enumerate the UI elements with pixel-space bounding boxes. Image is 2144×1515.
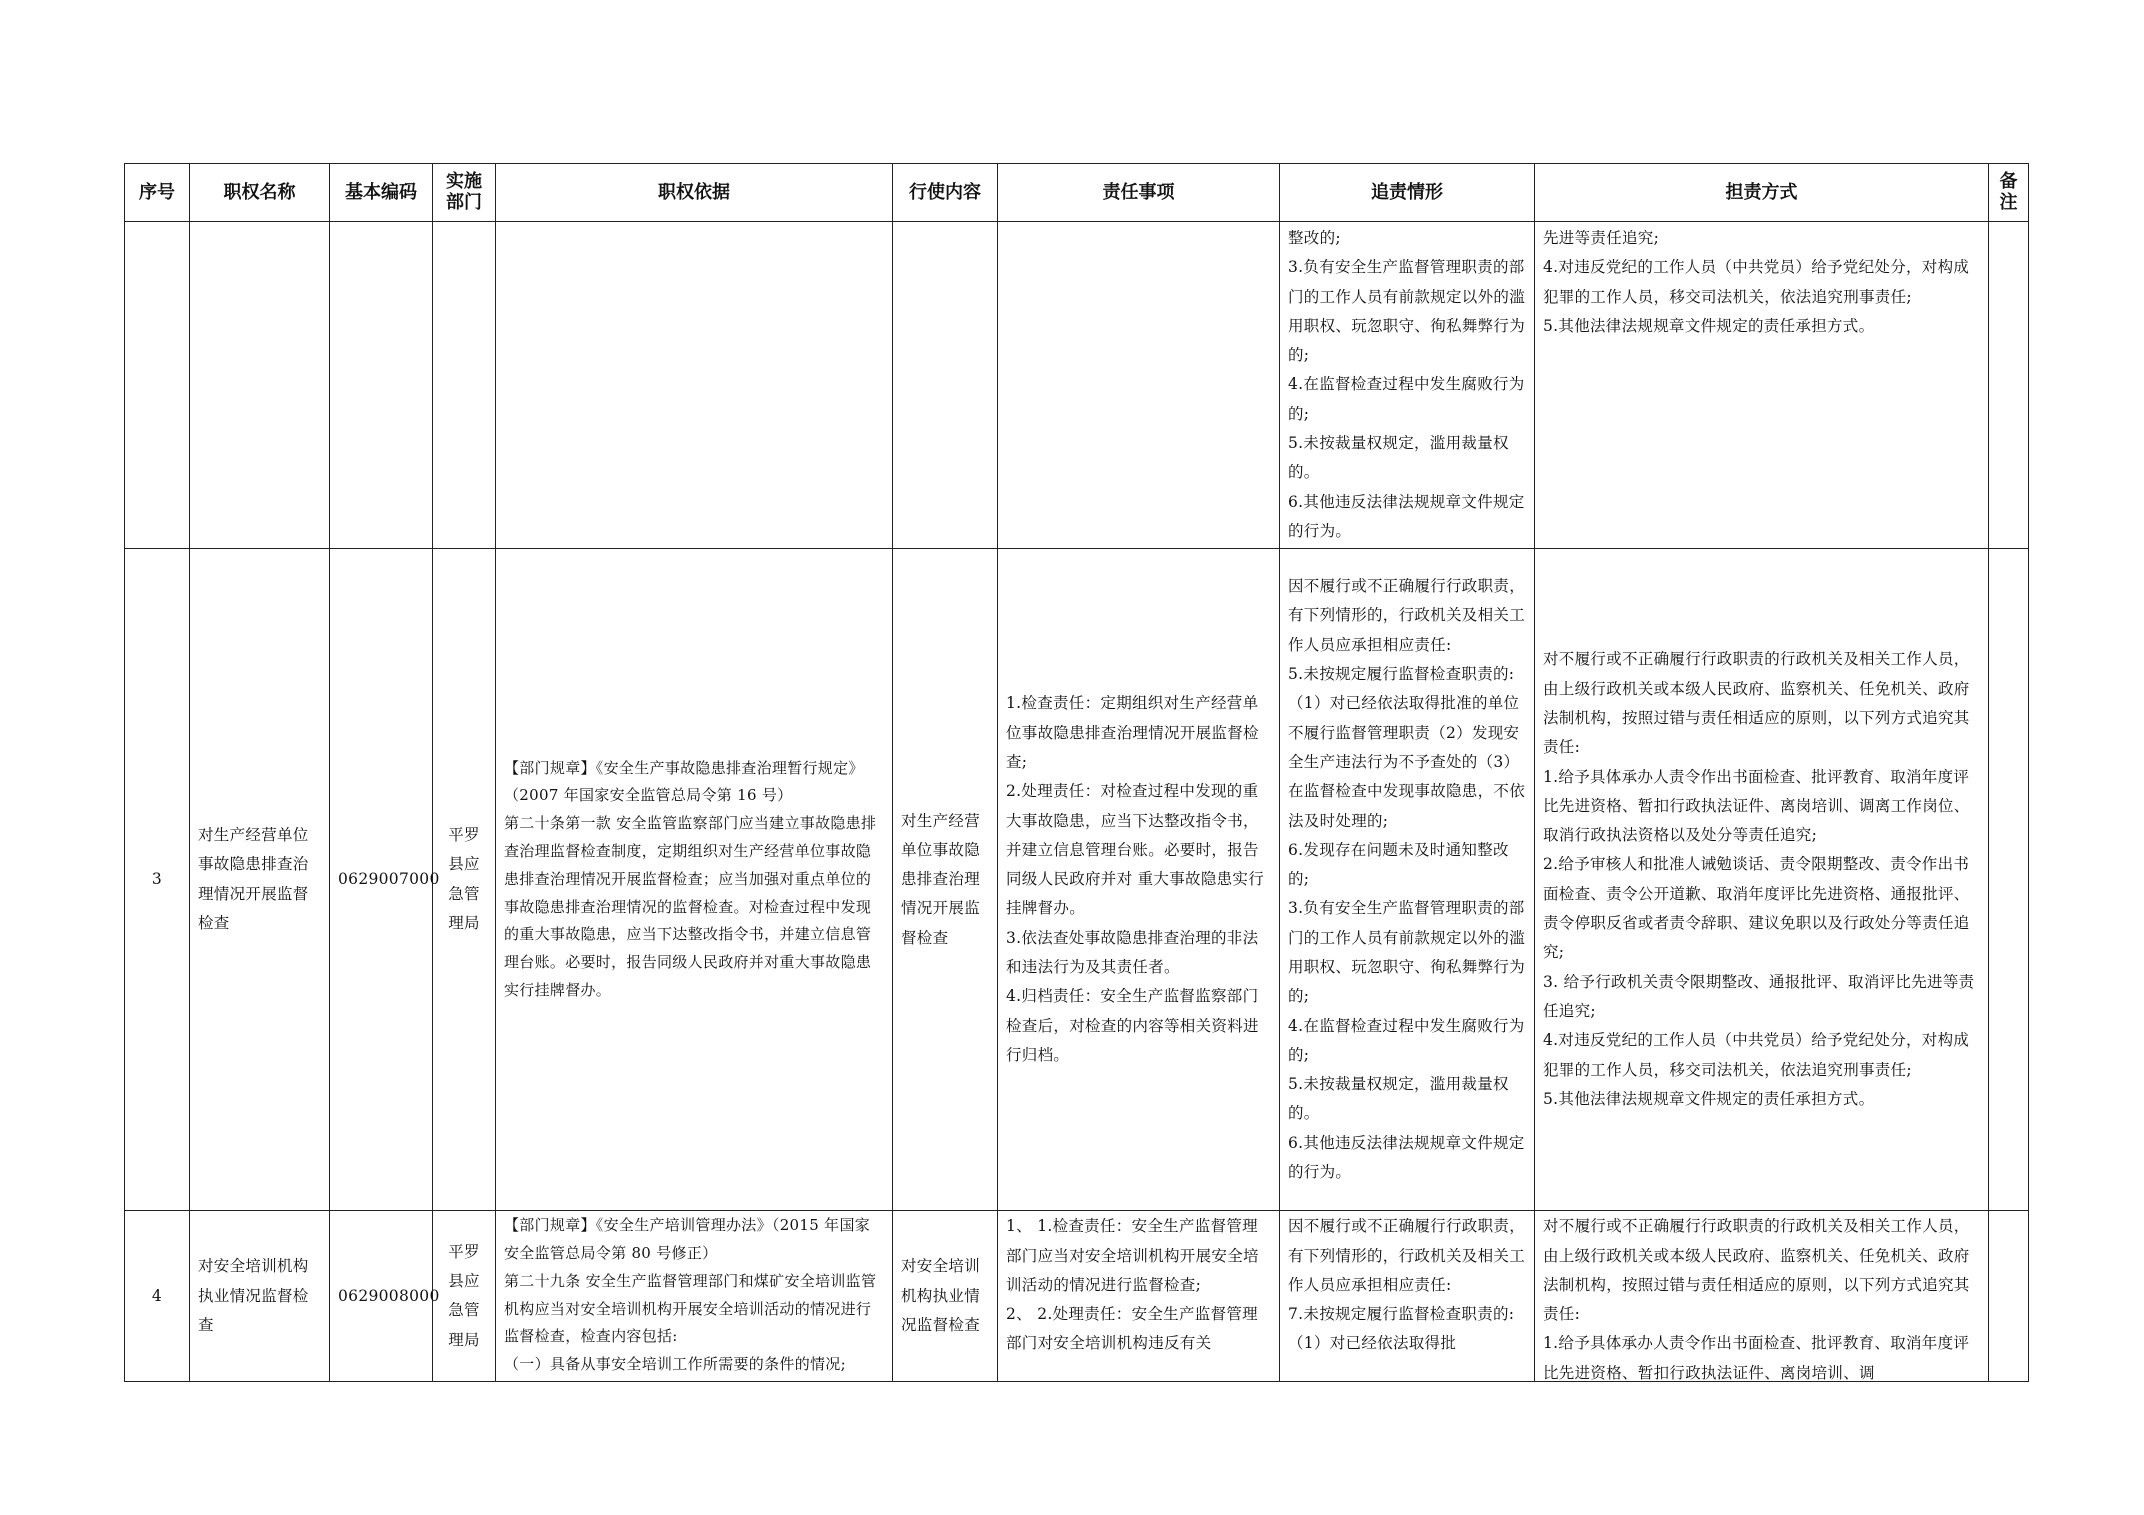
cell-name <box>190 549 330 1211</box>
method-clip <box>1535 1211 1988 1381</box>
row-duty <box>998 383 1279 387</box>
cell-duty <box>998 222 1280 549</box>
row-method: 对不履行或不正确履行行政职责的行政机关及相关工作人员，由上级行政机关或本级人民政府、监察机关、任免机关、政府法制机构，按照过错与责任相适应的原则，以下列方式追究其责任: 1.给予具体承办人责令作出书面检查、批评教育、取消年度评比先进资格、暂扣行政执法证件、离岗培训、调 <box>1543 1217 1970 1382</box>
row-name: 对安全培训机构执业情况监督检查 <box>198 1257 309 1334</box>
basis-clip <box>496 1211 892 1381</box>
cell-content <box>893 222 998 549</box>
header-note <box>1989 164 2029 222</box>
table-row <box>125 549 2029 1211</box>
account-clip <box>1280 1211 1534 1381</box>
header-dept-label: 实施 部门 <box>446 171 482 213</box>
cell-seq <box>125 222 190 549</box>
row-seq: 3 <box>151 870 163 889</box>
cell-basis <box>496 222 893 549</box>
cell-account <box>1280 1211 1535 1382</box>
row-dept <box>433 383 495 387</box>
table-row <box>125 1211 2029 1382</box>
row-basis <box>496 383 892 387</box>
cell-name <box>190 222 330 549</box>
cell-note <box>1989 549 2029 1211</box>
row-note <box>1989 1294 2028 1298</box>
cell-note <box>1989 222 2029 549</box>
row-basis: 【部门规章】《安全生产事故隐患排查治理暂行规定》（2007 年国家安全监管总局令第 16 号） 第二十条第一款 安全监管监察部门应当建立事故隐患排查治理监督检查制度，定期组织对生产经营单位事故隐患排查治理情况开展监督检查；应当加强对重点单位的事故隐患排查治理情况的监督检查。对检查过程中发现的重大事故隐患，应当下达整改指令书，并建立信息管理台账。必要时，报告同级人民政府并对重大事故隐患实行挂牌督办。 <box>504 758 877 1000</box>
cell-duty <box>998 1211 1280 1382</box>
cell-content <box>893 1211 998 1382</box>
row-content: 对安全培训机构执业情况监督检查 <box>901 1257 981 1334</box>
cell-dept <box>433 1211 496 1382</box>
row-dept: 平罗县应急管理局 <box>448 826 480 933</box>
row-code: 0629008000 <box>338 1286 440 1305</box>
row-note <box>1989 383 2028 387</box>
cell-note <box>1989 1211 2029 1382</box>
cell-code <box>330 549 440 1211</box>
cell-method <box>1535 549 1989 1211</box>
row-account: 因不履行或不正确履行行政职责，有下列情形的，行政机关及相关工作人员应承担相应责任: 7.未按规定履行监督检查职责的:（1）对已经依法取得批 <box>1288 1217 1526 1353</box>
table-row <box>125 222 2029 549</box>
cell-dept <box>433 549 496 1211</box>
row-dept: 平罗县应急管理局 <box>448 1242 480 1349</box>
header-duty: 责任事项 <box>998 164 1280 222</box>
row-duty: 1.检查责任：定期组织对生产经营单位事故隐患排查治理情况开展监督检 查; 2.处理责任：对检查过程中发现的重大事故隐患，应当下达整改指令书，并建立信息管理台账。必要时，报告同级人民政府并对 重大事故隐患实行挂牌督办。 3.依法查处事故隐患排查治理的非法和违法行为及其责任者。 4.归档责任：安全生产监督监察部门检查后，对检查的内容等相关资料进行归档。 <box>1006 694 1265 1064</box>
header-name: 职权名称 <box>190 164 330 222</box>
cell-name <box>190 1211 330 1382</box>
row-basis: 【部门规章】《安全生产培训管理办法》（2015 年国家安全监管总局令第 80 号修正） 第二十九条 安全生产监督管理部门和煤矿安全培训监管机构应当对安全培训机构开展安全培训活动的情况进行监督检查，检查内容包括: （一）具备从事安全培训工作所需要的条件的情况; <box>504 1216 877 1374</box>
row-code <box>330 383 432 387</box>
header-code: 基本编码 <box>330 164 433 222</box>
cell-seq <box>125 1211 190 1382</box>
header-note-label: 备 注 <box>1999 171 2018 213</box>
cell-basis <box>496 549 893 1211</box>
header-account: 追责情形 <box>1280 164 1535 222</box>
row-content <box>893 383 997 387</box>
row-account: 整改的; 3.负有安全生产监督管理职责的部门的工作人员有前款规定以外的滥用职权、玩忽职守、徇私舞弊行为的; 4.在监督检查过程中发生腐败行为的; 5.未按裁量权规定，滥用裁量权的。 6.其他违反法律法规规章文件规定的行为。 <box>1288 229 1526 540</box>
cell-seq <box>125 549 190 1211</box>
row-duty: 1、 1.检查责任：安全生产监督管理部门应当对安全培训机构开展安全培训活动的情况进行监督检查; 2、 2.处理责任：安全生产监督管理部门对安全培训机构违反有关 <box>1006 1217 1259 1353</box>
cell-code <box>330 222 433 549</box>
row-name <box>190 383 329 387</box>
cell-account <box>1280 222 1535 549</box>
cell-content <box>893 549 998 1211</box>
row-seq <box>125 383 189 387</box>
row-method: 先进等责任追究; 4.对违反党纪的工作人员（中共党员）给予党纪处分，对构成犯罪的工作人员，移交司法机关，依法追究刑事责任; 5.其他法律法规规章文件规定的责任承担方式。 <box>1543 229 1970 335</box>
cell-account <box>1280 549 1535 1211</box>
header-dept <box>433 164 496 222</box>
row-note <box>1989 878 2028 882</box>
header-seq: 序号 <box>125 164 190 222</box>
row-seq: 4 <box>151 1286 163 1305</box>
row-method: 对不履行或不正确履行行政职责的行政机关及相关工作人员，由上级行政机关或本级人民政府、监察机关、任免机关、政府法制机构，按照过错与责任相适应的原则，以下列方式追究其责任: 1.给予具体承办人责令作出书面检查、批评教育、取消年度评比先进资格、暂扣行政执法证件、离岗培训、调离工作岗位、取消行政执法资格以及处分等责任追究; 2.给予审核人和批准人诫勉谈话、责令限期整改、责令作出书面检查、责令公开道歉、取消年度评比先进资格、通报批评、责令停职反省或者责令辞职、建议免职以及行政处分等责任追究; 3. 给予行政机关责令限期整改、通报批评、取消评比先进等责任追究; 4.对违反党纪的工作人员（中共党员）给予党纪处分，对构成犯罪的工作人员，移交司法机关，依法追究刑事责任; 5.其他法律法规规章文件规定的责任承担方式。 <box>1543 650 1975 1108</box>
header-basis: 职权依据 <box>496 164 893 222</box>
header-method: 担责方式 <box>1535 164 1989 222</box>
row-account: 因不履行或不正确履行行政职责，有下列情形的，行政机关及相关工作人员应承担相应责任: 5.未按规定履行监督检查职责的:（1）对已经依法取得批准的单位不履行监督管理职责（2）发现安全生产违法行为不予查处的（3）在监督检查中发现事故隐患，不依法及时处理的; 6.发现存在问题未及时通知整改的; 3.负有安全生产监督管理职责的部门的工作人员有前款规定以外的滥用职权、玩忽职守、徇私舞弊行为的; 4.在监督检查过程中发生腐败行为的; 5.未按裁量权规定，滥用裁量权的。 6.其他违反法律法规规章文件规定的行为。 <box>1288 577 1526 1182</box>
header-row <box>125 164 2029 222</box>
cell-basis <box>496 1211 893 1382</box>
cell-method <box>1535 1211 1989 1382</box>
row-content: 对生产经营单位事故隐患排查治理情况开展监督检查 <box>901 811 981 947</box>
duty-clip <box>998 1211 1279 1381</box>
row-code: 0629007000 <box>338 870 440 889</box>
cell-dept <box>433 222 496 549</box>
cell-duty <box>998 549 1280 1211</box>
cell-code <box>330 1211 440 1382</box>
cell-method <box>1535 222 1989 549</box>
duty-list-table <box>124 163 2029 1382</box>
header-content: 行使内容 <box>893 164 998 222</box>
row-name: 对生产经营单位事故隐患排查治理情况开展监督检查 <box>198 826 309 933</box>
